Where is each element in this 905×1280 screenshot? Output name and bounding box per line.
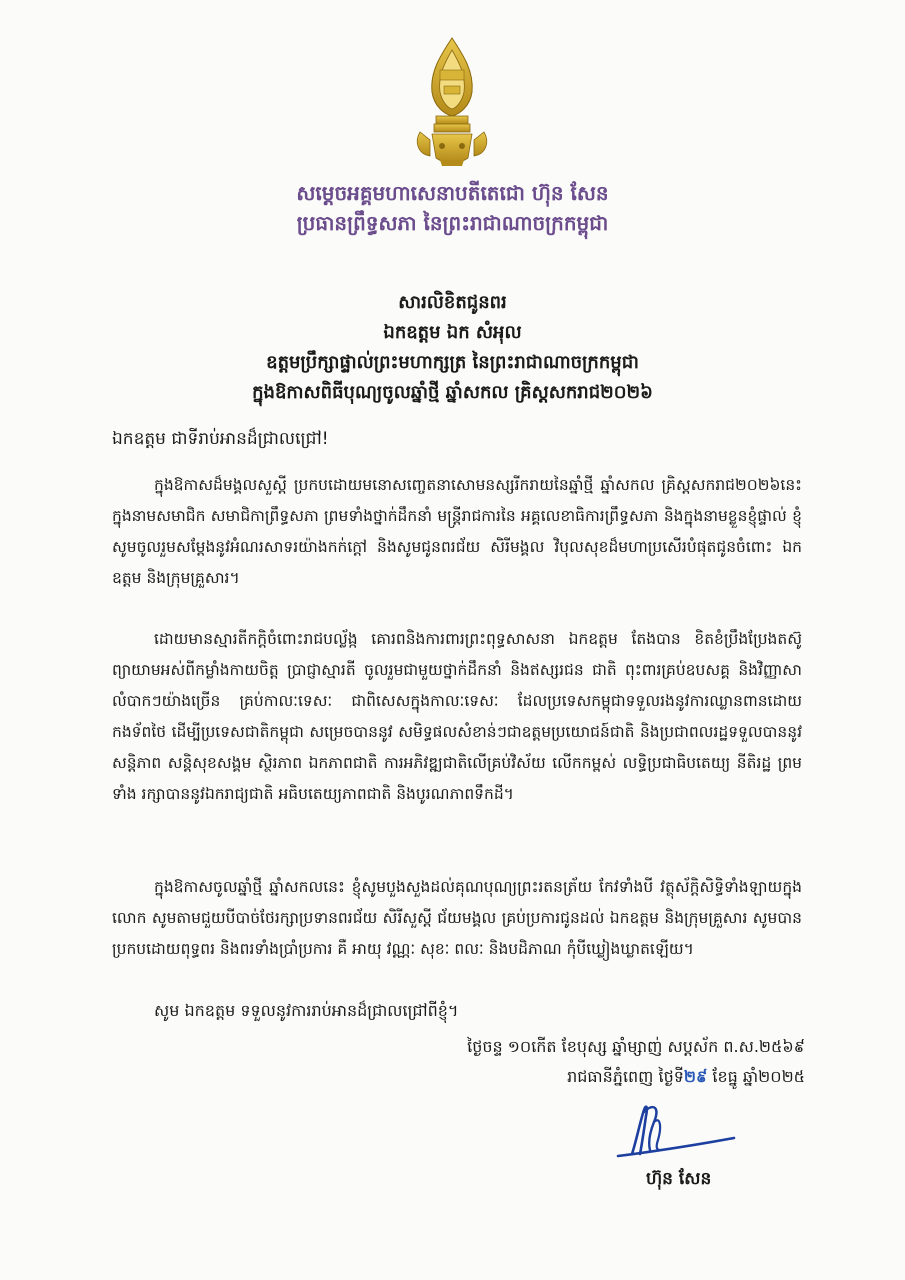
sender-name: សម្តេចអគ្គមហាសេនាបតីតេជោ ហ៊ុន សែន [296,181,609,205]
date-month-year: ខែធ្នូ ឆ្នាំ២០២៥ [707,1067,805,1086]
paragraph-1: ក្នុងឱកាសដ៏មង្គលសួស្តី ប្រកបដោយមនោសញ្ចេតនាសោមនស្សរីករាយនៃឆ្នាំថ្មី ឆ្នាំសកល គ្រិស្តសករាជ២០២៦នេះ ក្នុងនាមសមាជិក សមាជិកាព្រឹទ្ធសភា ព្រមទាំងថ្នាក់ដឹកនាំ មន្ត្រីរាជការនៃ អគ្គលេខាធិការព្រឹទ្ធសភា និងក្នុងនាមខ្លួនខ្ញុំផ្ទាល់ ខ្ញុំសូមចូលរួមសម្តែងនូវអំណរសាទរយ៉ាងកក់ក្តៅ និងសូមជូនពរជ័យ សិរីមង្គល វិបុលសុខដ៏មហាប្រសើរបំផុតជូនចំពោះ ឯកឧត្តម និងក្រុមគ្រួសារ។ [112,476,802,587]
place-date [567,1066,805,1090]
title-line-3: ឧត្តមប្រឹក្សាផ្ទាល់ព្រះមហាក្សត្រ នៃព្រះរាជាណាចក្រកម្ពុជា [266,352,639,373]
paragraph-2: ដោយមានស្មារតីកក្តិចំពោះរាជបល្ល័ង្ក គោរពនិងការពារព្រះពុទ្ធសាសនា ឯកឧត្តម តែងបាន ខិតខំប្រឹងប្រែងតស៊ូព្យាយាមអស់ពីកម្លាំងកាយចិត្ត ប្រាជ្ញាស្មារតី ចូលរួមជាមួយថ្នាក់ដឹកនាំ និងឥស្សរជន ជាតិ ពុះពារគ្រប់ឧបសគ្គ និងវិញ្ញាសាលំបាកៗយ៉ាងច្រើន គ្រប់កាលៈទេសៈ ជាពិសេសក្នុងកាលៈទេសៈ ដែលប្រទេសកម្ពុជាទទួលរងនូវការឈ្លានពានដោយកងទ័ពថៃ ដើម្បីប្រទេសជាតិកម្ពុជា សម្រេចបាននូវ សមិទ្ធផលសំខាន់ៗជាឧត្តមប្រយោជន៍ជាតិ និងប្រជាពលរដ្ឋទទួលបាននូវសន្តិភាព សន្តិសុខសង្គម ស្ថិរភាព ឯកភាពជាតិ ការអភិវឌ្ឍជាតិលើគ្រប់វិស័យ លើកកម្ពស់ លទ្ធិប្រជាធិបតេយ្យ នីតិរដ្ឋ ព្រមទាំង រក្សាបាននូវឯករាជ្យជាតិ អធិបតេយ្យភាពជាតិ និងបូរណភាពទឹកដី។ [112,630,802,803]
date-day: ២៩ [683,1067,708,1086]
sender-header [0,178,905,238]
title-line-2: ឯកឧត្តម ឯក សំអុល [383,322,522,343]
sender-title: ប្រធានព្រឹទ្ធសភា នៃព្រះរាជាណាចក្រកម្ពុជា [296,211,609,235]
closing-line: សូម ឯកឧត្តម ទទួលនូវការរាប់អានដ៏ជ្រាលជ្រៅពីខ្ញុំ។ [154,1001,459,1020]
title-line-1: សារលិខិតជូនពរ [398,292,507,313]
royal-crest-icon [410,36,494,168]
place-prefix: រាជធានីភ្នំពេញ ថ្ងៃទី [567,1067,684,1086]
lunar-date: ថ្ងៃចន្ទ ១០កើត ខែបុស្ស ឆ្នាំម្សាញ់ សប្តស័ក ព.ស.២៥៦៩ [467,1037,805,1056]
handwritten-signature-icon [610,1092,740,1168]
letter-title [0,288,905,408]
signer-name: ហ៊ុន សែន [646,1169,712,1189]
paragraph-3: ក្នុងឱកាសចូលឆ្នាំថ្មី ឆ្នាំសកលនេះ ខ្ញុំសូមបួងសួងដល់គុណបុណ្យព្រះរតនត្រ័យ កែវទាំងបី វត្ថុស័ក្តិសិទ្ធិទាំងឡាយក្នុងលោក សូមតាមជួយបីបាច់ថែរក្សាប្រទានពរជ័យ សិរីសួស្តី ជ័យមង្គល គ្រប់ប្រការជូនដល់ ឯកឧត្តម និងក្រុមគ្រួសារ សូមបានប្រកបដោយពុទ្ធពរ និងពរទាំងប្រាំប្រការ គឺ អាយុ វណ្ណៈ សុខៈ ពលៈ និងបដិភាណ កុំបីឃ្លៀងឃ្លាតឡើយ។ [112,878,802,958]
title-line-4: ក្នុងឱកាសពិធីបុណ្យចូលឆ្នាំថ្មី ឆ្នាំសកល គ្រិស្តសករាជ២០២៦ [252,382,653,403]
salutation: ឯកឧត្តម ជាទីរាប់អានដ៏ជ្រាលជ្រៅ! [112,429,329,449]
